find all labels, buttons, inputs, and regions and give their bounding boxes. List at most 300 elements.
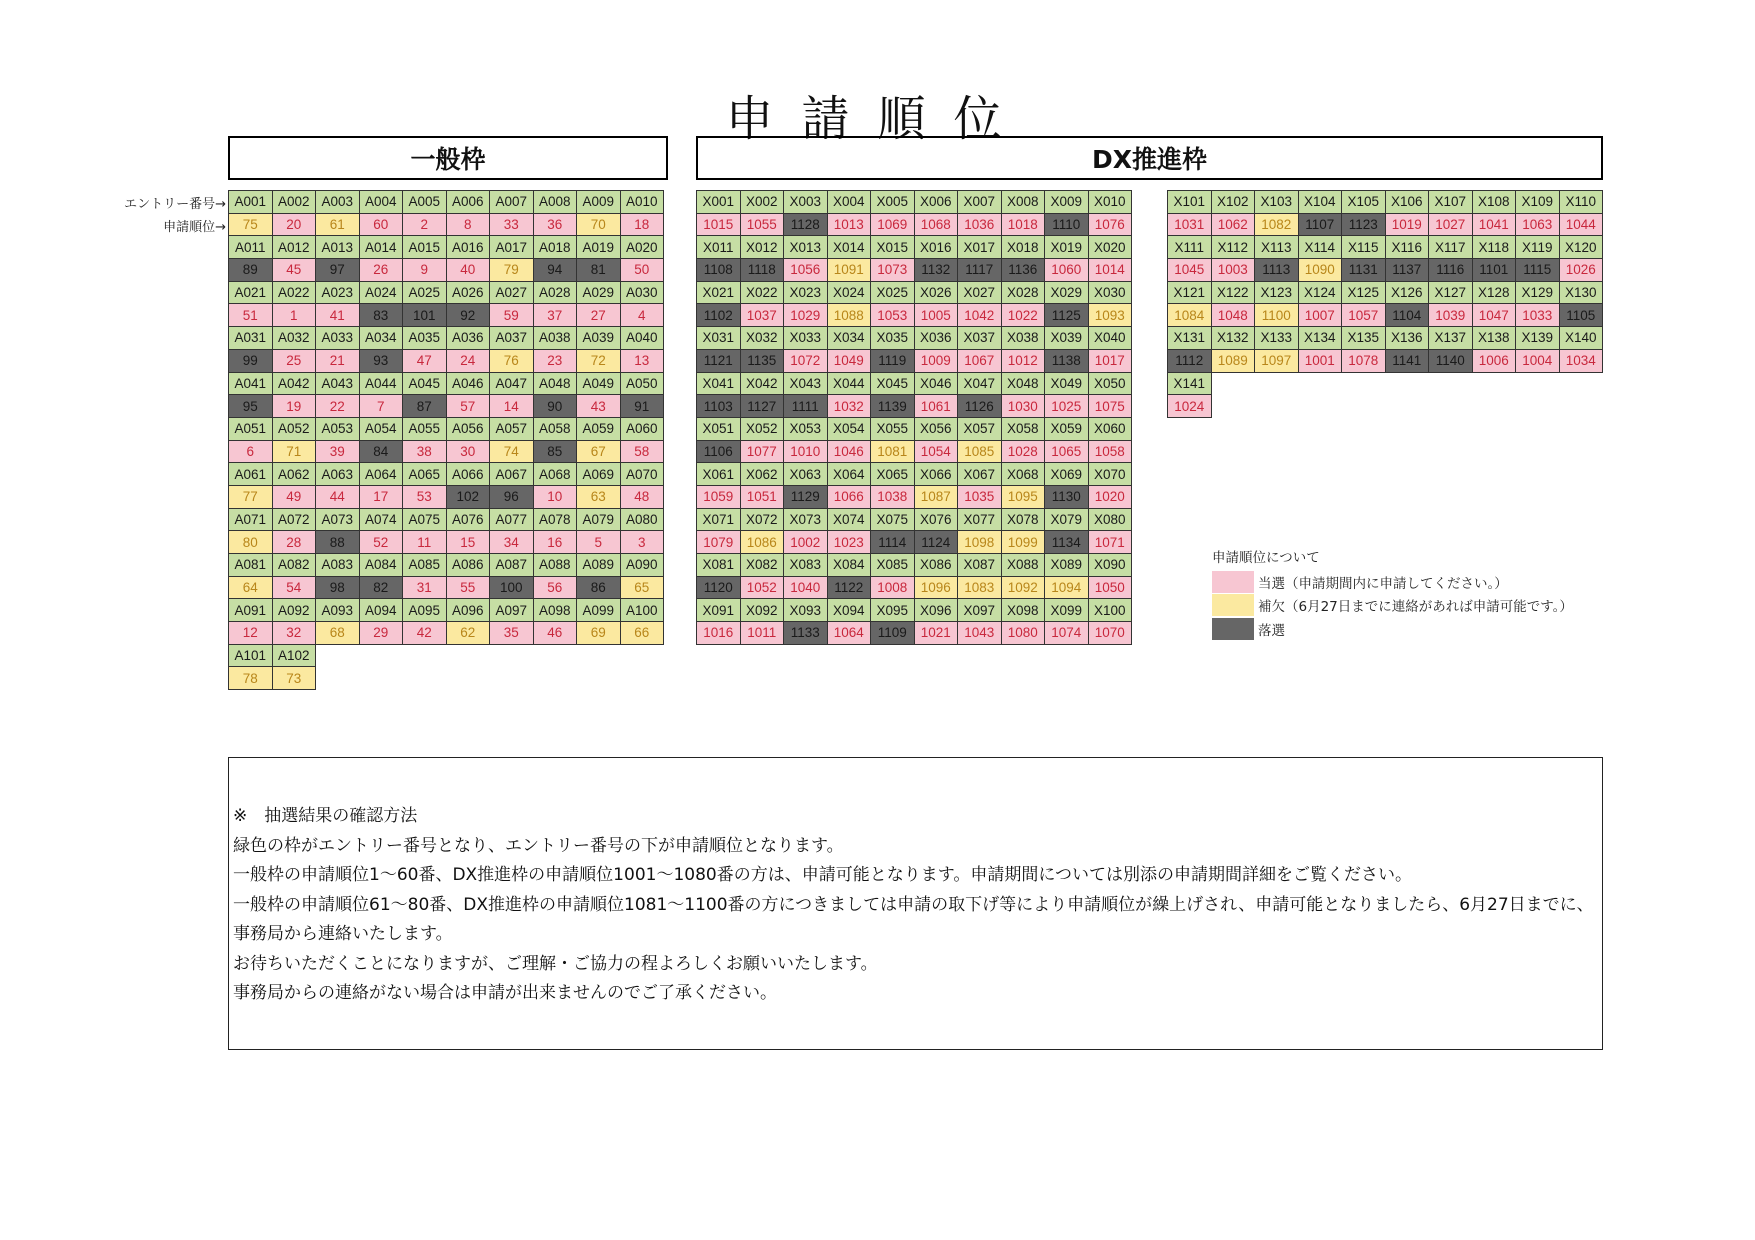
rank-cell-lose: 91	[620, 395, 664, 418]
entry-number-cell: X033	[784, 327, 828, 350]
rank-cell-win: 1059	[697, 485, 741, 508]
rank-cell-win: 1072	[784, 349, 828, 372]
grid-row	[229, 259, 664, 282]
entry-number-cell: X035	[871, 327, 915, 350]
empty-cell	[1298, 395, 1342, 418]
entry-number-cell: A042	[272, 372, 316, 395]
entry-number-cell: X127	[1429, 281, 1473, 304]
entry-number-cell: X036	[914, 327, 958, 350]
entry-number-cell: X096	[914, 599, 958, 622]
section-header-dx: DX推進枠	[696, 136, 1603, 180]
entry-number-cell: A073	[316, 508, 360, 531]
entry-number-cell: X094	[827, 599, 871, 622]
entry-number-cell: X015	[871, 236, 915, 259]
entry-number-cell: X119	[1516, 236, 1560, 259]
entry-number-cell: X092	[740, 599, 784, 622]
rank-cell-win: 26	[359, 259, 403, 282]
rank-cell-wait: 1096	[914, 576, 958, 599]
rank-cell-win: 1002	[784, 531, 828, 554]
rank-cell-lose: 1118	[740, 259, 784, 282]
entry-number-cell: A091	[229, 599, 273, 622]
entry-number-cell: X071	[697, 508, 741, 531]
rank-cell-win: 1022	[1001, 304, 1045, 327]
entry-number-cell: A079	[577, 508, 621, 531]
rank-cell-wait: 1095	[1001, 485, 1045, 508]
rank-cell-lose: 1103	[697, 395, 741, 418]
entry-number-cell: X037	[958, 327, 1002, 350]
grid-row	[697, 191, 1132, 214]
rank-cell-win: 1037	[740, 304, 784, 327]
rank-cell-win: 1029	[784, 304, 828, 327]
rank-cell-win: 15	[446, 531, 490, 554]
entry-number-cell: X101	[1168, 191, 1212, 214]
rank-cell-lose: 1131	[1342, 259, 1386, 282]
entry-number-cell: A027	[490, 281, 534, 304]
rank-cell-win: 5	[577, 531, 621, 554]
grid-row	[697, 327, 1132, 350]
entry-number-cell: A065	[403, 463, 447, 486]
rank-cell-lose: 1125	[1045, 304, 1089, 327]
rank-cell-win: 23	[533, 349, 577, 372]
rank-cell-win: 1016	[697, 622, 741, 645]
rank-cell-wait: 78	[229, 667, 273, 690]
grid-row	[1168, 281, 1603, 304]
rank-cell-win: 8	[446, 213, 490, 236]
legend-label-wait: 補欠（6月27日までに連絡があれば申請可能です。）	[1258, 599, 1573, 616]
entry-number-cell: X084	[827, 554, 871, 577]
empty-cell	[359, 667, 403, 690]
rank-cell-win: 1038	[871, 485, 915, 508]
rank-cell-wait: 62	[446, 622, 490, 645]
rank-cell-wait: 1100	[1255, 304, 1299, 327]
entry-number-cell: X072	[740, 508, 784, 531]
entry-number-cell: A025	[403, 281, 447, 304]
entry-number-cell: X104	[1298, 191, 1342, 214]
rank-cell-win: 3	[620, 531, 664, 554]
rank-cell-win: 30	[446, 440, 490, 463]
rank-cell-win: 1009	[914, 349, 958, 372]
rank-cell-win: 1040	[784, 576, 828, 599]
rank-cell-win: 41	[316, 304, 360, 327]
rank-cell-win: 49	[272, 485, 316, 508]
rank-cell-wait: 1087	[914, 485, 958, 508]
entry-number-cell: X062	[740, 463, 784, 486]
rank-cell-win: 46	[533, 622, 577, 645]
rank-cell-wait: 75	[229, 213, 273, 236]
rank-cell-win: 1036	[958, 213, 1002, 236]
entry-number-cell: X136	[1385, 327, 1429, 350]
rank-cell-lose: 1105	[1559, 304, 1603, 327]
entry-number-cell: A013	[316, 236, 360, 259]
rank-cell-lose: 1136	[1001, 259, 1045, 282]
entry-number-cell: A056	[446, 417, 490, 440]
grid-row	[229, 349, 664, 372]
rank-cell-wait: 1086	[740, 531, 784, 554]
entry-number-cell: A062	[272, 463, 316, 486]
rank-cell-lose: 102	[446, 485, 490, 508]
entry-number-cell: X042	[740, 372, 784, 395]
entry-number-cell: A100	[620, 599, 664, 622]
entry-number-cell: A078	[533, 508, 577, 531]
entry-number-cell: A049	[577, 372, 621, 395]
empty-cell	[1342, 395, 1386, 418]
rank-cell-wait: 65	[620, 576, 664, 599]
entry-number-cell: A010	[620, 191, 664, 214]
rank-cell-win: 52	[359, 531, 403, 554]
rank-cell-win: 29	[359, 622, 403, 645]
empty-cell	[490, 644, 534, 667]
entry-number-cell: X002	[740, 191, 784, 214]
entry-number-cell: A032	[272, 327, 316, 350]
entry-number-cell: X016	[914, 236, 958, 259]
entry-number-cell: X012	[740, 236, 784, 259]
rank-cell-win: 20	[272, 213, 316, 236]
grid-row	[229, 191, 664, 214]
grid-row	[229, 554, 664, 577]
entry-number-cell: X011	[697, 236, 741, 259]
entry-number-cell: X066	[914, 463, 958, 486]
rank-cell-win: 1077	[740, 440, 784, 463]
rank-cell-win: 1067	[958, 349, 1002, 372]
rank-cell-win: 1011	[740, 622, 784, 645]
entry-number-cell: X130	[1559, 281, 1603, 304]
legend-label-lose: 落選	[1258, 622, 1285, 639]
entry-number-cell: X076	[914, 508, 958, 531]
entry-number-cell: A060	[620, 417, 664, 440]
rank-cell-win: 1010	[784, 440, 828, 463]
rank-cell-wait: 74	[490, 440, 534, 463]
entry-number-cell: X020	[1088, 236, 1132, 259]
rank-cell-win: 12	[229, 622, 273, 645]
entry-number-cell: X050	[1088, 372, 1132, 395]
entry-number-cell: A075	[403, 508, 447, 531]
grid-row	[1168, 236, 1603, 259]
entry-number-cell: X116	[1385, 236, 1429, 259]
entry-number-cell: X004	[827, 191, 871, 214]
rank-cell-lose: 101	[403, 304, 447, 327]
rank-cell-win: 1005	[914, 304, 958, 327]
entry-number-cell: X058	[1001, 417, 1045, 440]
rank-cell-win: 1062	[1211, 213, 1255, 236]
rank-cell-lose: 99	[229, 349, 273, 372]
entry-number-cell: X124	[1298, 281, 1342, 304]
rank-cell-win: 1007	[1298, 304, 1342, 327]
empty-cell	[1516, 395, 1560, 418]
rank-cell-win: 53	[403, 485, 447, 508]
rank-cell-wait: 64	[229, 576, 273, 599]
general-grid	[228, 190, 664, 690]
entry-number-cell: X093	[784, 599, 828, 622]
rank-cell-win: 55	[446, 576, 490, 599]
rank-cell-lose: 95	[229, 395, 273, 418]
entry-number-cell: A046	[446, 372, 490, 395]
entry-number-cell: A041	[229, 372, 273, 395]
rank-cell-wait: 79	[490, 259, 534, 282]
rank-cell-lose: 92	[446, 304, 490, 327]
empty-cell	[316, 644, 360, 667]
entry-number-cell: A023	[316, 281, 360, 304]
entry-number-cell: A061	[229, 463, 273, 486]
grid-row	[229, 304, 664, 327]
empty-cell	[620, 667, 664, 690]
entry-number-cell: X055	[871, 417, 915, 440]
rank-cell-win: 37	[533, 304, 577, 327]
rank-cell-lose: 1108	[697, 259, 741, 282]
entry-number-cell: A071	[229, 508, 273, 531]
entry-number-cell: X006	[914, 191, 958, 214]
entry-number-cell: A039	[577, 327, 621, 350]
grid-row	[697, 463, 1132, 486]
entry-number-cell: X086	[914, 554, 958, 577]
entry-number-cell: A037	[490, 327, 534, 350]
rank-cell-win: 1053	[871, 304, 915, 327]
notes-line: お待ちいただくことになりますが、ご理解・ご協力の程よろしくお願いいたします。	[233, 953, 878, 974]
entry-number-cell: A084	[359, 554, 403, 577]
entry-number-cell: X040	[1088, 327, 1132, 350]
rank-cell-win: 36	[533, 213, 577, 236]
grid-row	[1168, 349, 1603, 372]
entry-number-cell: X128	[1472, 281, 1516, 304]
entry-number-cell: A096	[446, 599, 490, 622]
empty-cell	[1255, 372, 1299, 395]
entry-number-cell: A030	[620, 281, 664, 304]
rank-cell-win: 1069	[871, 213, 915, 236]
rank-cell-wait: 70	[577, 213, 621, 236]
entry-number-cell: A047	[490, 372, 534, 395]
rank-cell-wait: 1091	[827, 259, 871, 282]
entry-number-cell: X079	[1045, 508, 1089, 531]
rank-cell-win: 1	[272, 304, 316, 327]
entry-number-cell: X080	[1088, 508, 1132, 531]
grid-row	[229, 327, 664, 350]
rank-cell-wait: 1082	[1255, 213, 1299, 236]
entry-number-cell: X017	[958, 236, 1002, 259]
rank-cell-wait: 61	[316, 213, 360, 236]
grid-row	[697, 554, 1132, 577]
grid-row	[229, 667, 664, 690]
entry-number-cell: A074	[359, 508, 403, 531]
empty-cell	[533, 667, 577, 690]
entry-number-cell: X019	[1045, 236, 1089, 259]
entry-number-cell: X009	[1045, 191, 1089, 214]
rank-cell-win: 22	[316, 395, 360, 418]
rank-cell-win: 32	[272, 622, 316, 645]
rank-cell-win: 33	[490, 213, 534, 236]
entry-number-cell: X117	[1429, 236, 1473, 259]
rank-cell-lose: 1110	[1045, 213, 1089, 236]
entry-number-cell: A012	[272, 236, 316, 259]
entry-number-cell: X030	[1088, 281, 1132, 304]
entry-number-cell: X003	[784, 191, 828, 214]
entry-number-cell: X129	[1516, 281, 1560, 304]
empty-cell	[533, 644, 577, 667]
rank-cell-win: 28	[272, 531, 316, 554]
grid-row	[229, 281, 664, 304]
entry-number-cell: A015	[403, 236, 447, 259]
entry-number-cell: A001	[229, 191, 273, 214]
entry-number-cell: A009	[577, 191, 621, 214]
entry-number-cell: A090	[620, 554, 664, 577]
entry-number-cell: X025	[871, 281, 915, 304]
rank-cell-lose: 85	[533, 440, 577, 463]
notes-line: 事務局からの連絡がない場合は申請が出来ませんのでご了承ください。	[233, 983, 777, 1003]
empty-cell	[1298, 372, 1342, 395]
grid-row	[229, 576, 664, 599]
rank-cell-win: 1054	[914, 440, 958, 463]
grid-row	[697, 259, 1132, 282]
entry-number-cell: A051	[229, 417, 273, 440]
entry-number-cell: X083	[784, 554, 828, 577]
empty-cell	[359, 644, 403, 667]
rank-cell-win: 1068	[914, 213, 958, 236]
grid-row	[229, 508, 664, 531]
entry-number-cell: A028	[533, 281, 577, 304]
rank-cell-lose: 1101	[1472, 259, 1516, 282]
entry-number-cell: A043	[316, 372, 360, 395]
entry-number-cell: X122	[1211, 281, 1255, 304]
rank-cell-win: 1034	[1559, 349, 1603, 372]
rank-cell-lose: 1132	[914, 259, 958, 282]
entry-number-cell: A019	[577, 236, 621, 259]
entry-number-cell: X039	[1045, 327, 1089, 350]
empty-cell	[1516, 372, 1560, 395]
rank-cell-win: 1013	[827, 213, 871, 236]
rank-cell-win: 39	[316, 440, 360, 463]
legend-item-lose	[1212, 617, 1573, 641]
rank-cell-win: 19	[272, 395, 316, 418]
empty-cell	[446, 667, 490, 690]
rank-cell-win: 18	[620, 213, 664, 236]
rank-cell-win: 1025	[1045, 395, 1089, 418]
rank-cell-win: 1048	[1211, 304, 1255, 327]
grid-row	[697, 576, 1132, 599]
entry-number-cell: A005	[403, 191, 447, 214]
empty-cell	[1429, 395, 1473, 418]
entry-number-cell: X100	[1088, 599, 1132, 622]
rank-cell-win: 13	[620, 349, 664, 372]
rank-cell-win: 47	[403, 349, 447, 372]
entry-number-cell: A081	[229, 554, 273, 577]
entry-number-cell: X073	[784, 508, 828, 531]
grid-row	[697, 395, 1132, 418]
rank-cell-win: 1018	[1001, 213, 1045, 236]
section-header-general: 一般枠	[228, 136, 668, 180]
rank-cell-lose: 1122	[827, 576, 871, 599]
entry-number-cell: X022	[740, 281, 784, 304]
entry-number-cell: A089	[577, 554, 621, 577]
rank-cell-lose: 89	[229, 259, 273, 282]
rank-cell-wait: 72	[577, 349, 621, 372]
entry-number-cell: A055	[403, 417, 447, 440]
rank-cell-win: 1042	[958, 304, 1002, 327]
entry-number-cell: A093	[316, 599, 360, 622]
notes-heading: ※ 抽選結果の確認方法	[233, 806, 418, 826]
rank-cell-win: 1004	[1516, 349, 1560, 372]
rank-cell-lose: 1120	[697, 576, 741, 599]
entry-number-cell: X091	[697, 599, 741, 622]
grid-row	[1168, 372, 1603, 395]
rank-cell-lose: 1104	[1385, 304, 1429, 327]
entry-number-cell: A053	[316, 417, 360, 440]
rank-cell-win: 1041	[1472, 213, 1516, 236]
rank-cell-win: 1031	[1168, 213, 1212, 236]
rank-cell-lose: 1124	[914, 531, 958, 554]
rank-cell-lose: 1106	[697, 440, 741, 463]
entry-number-cell: X008	[1001, 191, 1045, 214]
entry-number-cell: X090	[1088, 554, 1132, 577]
rank-cell-lose: 1109	[871, 622, 915, 645]
notes-box	[228, 757, 1603, 1050]
rank-cell-win: 16	[533, 531, 577, 554]
rank-cell-win: 35	[490, 622, 534, 645]
entry-number-cell: X051	[697, 417, 741, 440]
rank-cell-lose: 1114	[871, 531, 915, 554]
rank-cell-lose: 1130	[1045, 485, 1089, 508]
rank-cell-wait: 1089	[1211, 349, 1255, 372]
entry-number-cell: X053	[784, 417, 828, 440]
entry-number-cell: X061	[697, 463, 741, 486]
entry-number-cell: X134	[1298, 327, 1342, 350]
rank-cell-win: 45	[272, 259, 316, 282]
empty-cell	[1429, 372, 1473, 395]
empty-cell	[446, 644, 490, 667]
entry-number-cell: X099	[1045, 599, 1089, 622]
entry-number-cell: X089	[1045, 554, 1089, 577]
entry-number-cell: X115	[1342, 236, 1386, 259]
entry-number-cell: X021	[697, 281, 741, 304]
entry-number-cell: A088	[533, 554, 577, 577]
entry-number-cell: A040	[620, 327, 664, 350]
entry-number-cell: X038	[1001, 327, 1045, 350]
entry-number-cell: A069	[577, 463, 621, 486]
entry-number-cell: A021	[229, 281, 273, 304]
rank-cell-win: 7	[359, 395, 403, 418]
entry-number-cell: A017	[490, 236, 534, 259]
entry-number-cell: A004	[359, 191, 403, 214]
entry-number-cell: X082	[740, 554, 784, 577]
rank-cell-lose: 1102	[697, 304, 741, 327]
entry-number-cell: X106	[1385, 191, 1429, 214]
entry-number-cell: A008	[533, 191, 577, 214]
rank-cell-lose: 94	[533, 259, 577, 282]
grid-row	[1168, 304, 1603, 327]
entry-number-cell: X034	[827, 327, 871, 350]
entry-number-cell: X027	[958, 281, 1002, 304]
entry-number-cell: X068	[1001, 463, 1045, 486]
entry-number-cell: X074	[827, 508, 871, 531]
rank-cell-wait: 1083	[958, 576, 1002, 599]
entry-number-cell: X140	[1559, 327, 1603, 350]
notes-line: 一般枠の申請順位61～80番、DX推進枠の申請順位1081～1100番の方につきましては申請の取下げ等により申請順位が繰上げされ、申請可能となりましたら、6月27日までに、事務局から連絡いたします。	[233, 894, 1594, 944]
empty-cell	[403, 667, 447, 690]
entry-number-cell: X001	[697, 191, 741, 214]
rank-cell-win: 2	[403, 213, 447, 236]
rank-cell-wait: 1085	[958, 440, 1002, 463]
rank-cell-win: 1039	[1429, 304, 1473, 327]
entry-number-cell: X137	[1429, 327, 1473, 350]
entry-number-cell: A052	[272, 417, 316, 440]
entry-number-cell: A094	[359, 599, 403, 622]
rank-cell-win: 1078	[1342, 349, 1386, 372]
rank-cell-win: 1056	[784, 259, 828, 282]
empty-cell	[1385, 395, 1429, 418]
rank-cell-win: 1045	[1168, 259, 1212, 282]
rank-cell-lose: 81	[577, 259, 621, 282]
entry-number-cell: A044	[359, 372, 403, 395]
grid-row	[229, 531, 664, 554]
rank-cell-lose: 1111	[784, 395, 828, 418]
rank-cell-win: 1071	[1088, 531, 1132, 554]
